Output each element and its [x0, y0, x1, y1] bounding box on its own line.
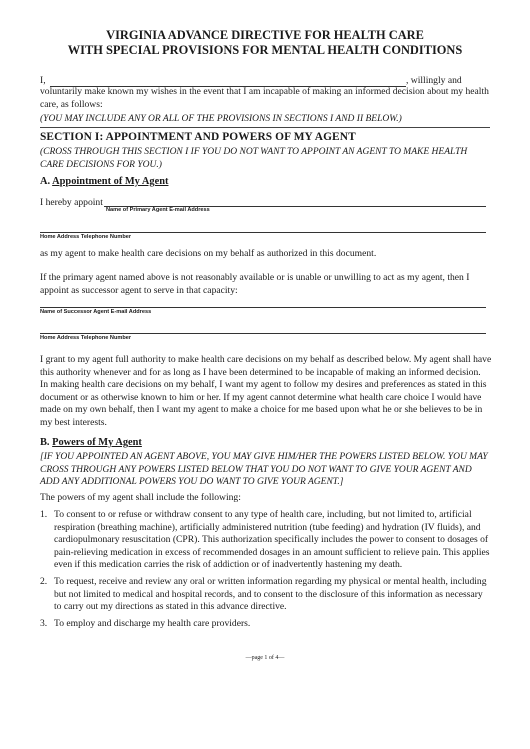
authorize-text: as my agent to make health care decisions on my behalf as authorized in this document.: [40, 248, 377, 259]
document-title-line-2: WITH SPECIAL PROVISIONS FOR MENTAL HEALTH CONDITIONS: [67, 43, 463, 57]
successor-home-line[interactable]: [40, 333, 486, 334]
successor-agent-line[interactable]: [40, 307, 486, 308]
primary-home-caption: Home Address Telephone Number: [40, 234, 132, 240]
successor-intro: If the primary agent named above is not reasonably available or is unable or unwilling to act as my agent, then I appoint as successor agent to serve in that capacity:: [40, 272, 470, 296]
list-item: [40, 509, 492, 572]
powers-list: [40, 509, 492, 630]
powers-lead: The powers of my agent shall include the following:: [40, 492, 241, 503]
intro-text: voluntarily make known my wishes in the event that I am incapable of making an informed decision about my health care, as follows:: [40, 86, 489, 110]
primary-home-line[interactable]: [40, 232, 486, 233]
section-1-heading: SECTION I: APPOINTMENT AND POWERS OF MY AGENT: [40, 131, 356, 143]
intro-prefix: I,: [40, 75, 46, 86]
section-1-instruction: (CROSS THROUGH THIS SECTION I IF YOU DO NOT WANT TO APPOINT AN AGENT TO MAKE HEALTH CARE DECISIONS FOR YOU.): [40, 147, 468, 170]
subsection-a-title: Appointment of My Agent: [52, 176, 169, 187]
list-item: [40, 576, 492, 614]
list-item-text: To employ and discharge my health care providers.: [54, 617, 251, 629]
primary-agent-caption: Name of Primary Agent E-mail Address: [106, 207, 210, 213]
list-item-number: 2.: [40, 575, 48, 587]
list-item-number: 1.: [40, 509, 48, 520]
desires-text: In making health care decisions on my behalf, I want my agent to follow my desires and preferences as stated in this document or as otherwise known to him or her. If my agent cannot determine what health care choice I would have made on my own behalf, then I want my agent to make a choice for me based upon what he or she believes to be in my best interests.: [40, 379, 487, 428]
list-item: [40, 618, 492, 631]
subsection-a-letter: A.: [40, 176, 51, 187]
document-title-line-1: VIRGINIA ADVANCE DIRECTIVE FOR HEALTH CARE: [106, 28, 424, 42]
successor-agent-caption: Name of Successor Agent E-mail Address: [40, 309, 152, 315]
intro-note: (YOU MAY INCLUDE ANY OR ALL OF THE PROVISIONS IN SECTIONS I AND II BELOW.): [40, 114, 402, 124]
list-item-number: 3.: [40, 617, 48, 629]
list-item-text: To request, receive and review any oral or written information regarding my physical or mental health, including but not limited to medical and hospital records, and to consent to the disclosure of this information as necessary to carry out my directions as stated in this advance directive.: [54, 575, 487, 613]
successor-home-caption: Home Address Telephone Number: [40, 335, 132, 341]
page-number-footer: —page 1 of 4—: [245, 655, 285, 661]
grant-text: I grant to my agent full authority to make health care decisions on my behalf as described below. My agent shall have this authority whenever and for as long as I have been determined to be incapable of making an informed decision.: [40, 354, 492, 378]
subsection-b-title: Powers of My Agent: [52, 437, 142, 448]
subsection-b-heading: [40, 436, 142, 449]
subsection-b-letter: B.: [40, 437, 50, 448]
list-item-text: To consent to or refuse or withdraw consent to any type of health care, including, but not limited to, artificial respiration (breathing machine), artificially administered nutrition (tube feeding) and hydration (IV fluids), and cardiopulmonary resuscitation (CPR). This authorization specifically includes the power to consent to dosages of pain-relieving medication in excess of recommended dosages in an amount sufficient to relieve pain. This applies even if this medication carries the risk of addiction or of inadvertently hastening my death.: [54, 509, 490, 571]
intro-suffix: , willingly and: [406, 75, 462, 86]
subsection-b-instruction: [IF YOU APPOINTED AN AGENT ABOVE, YOU MAY GIVE HIM/HER THE POWERS LISTED BELOW. YOU MAY CROSS THROUGH ANY POWERS LISTED BELOW THAT YOU DO NOT WANT TO GIVE YOUR AGENT AND ADD ANY ADDITIONAL POWERS YOU DO WANT TO GIVE YOUR AGENT.]: [40, 452, 488, 488]
section-divider: [40, 127, 490, 128]
appoint-label: I hereby appoint: [40, 197, 103, 208]
subsection-a-heading: [40, 175, 168, 188]
